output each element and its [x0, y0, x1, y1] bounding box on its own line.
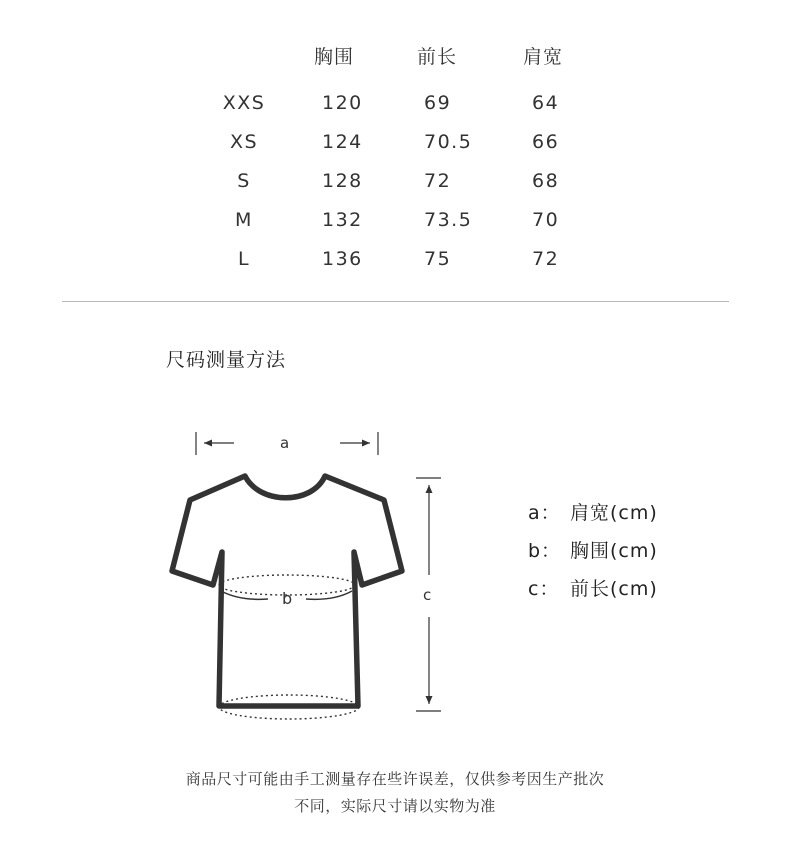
- size-cell: XS: [229, 131, 259, 153]
- front-length-cell: 75: [424, 248, 452, 270]
- shoulder-cell: 68: [532, 170, 560, 192]
- size-cell: XXS: [222, 92, 266, 114]
- legend-item: [528, 574, 658, 601]
- label-c: c: [423, 586, 432, 604]
- shoulder-cell: 72: [532, 248, 560, 270]
- legend-text: 肩宽(cm): [570, 502, 658, 524]
- legend-text: 胸围(cm): [570, 540, 658, 562]
- chest-cell: 128: [322, 170, 363, 192]
- legend-text: 前长(cm): [570, 578, 658, 600]
- legend-key: a：: [528, 502, 561, 524]
- header-shoulder: 肩宽: [523, 46, 564, 68]
- size-cell: L: [237, 248, 251, 270]
- header-front-length: 前长: [417, 46, 458, 68]
- shoulder-cell: 66: [532, 131, 560, 153]
- shoulder-cell: 70: [532, 209, 560, 231]
- front-length-cell: 73.5: [424, 209, 473, 231]
- front-length-cell: 72: [424, 170, 452, 192]
- header-chest: 胸围: [314, 46, 355, 68]
- shoulder-cell: 64: [532, 92, 560, 114]
- legend-key: c：: [528, 578, 560, 600]
- chest-cell: 120: [322, 92, 363, 114]
- label-b: b: [282, 589, 293, 608]
- size-cell: M: [235, 209, 253, 231]
- legend-item: [528, 498, 658, 525]
- chest-cell: 136: [322, 248, 363, 270]
- chest-cell: 124: [322, 131, 363, 153]
- front-length-cell: 70.5: [424, 131, 473, 153]
- disclaimer-line-1: 商品尺寸可能由手工测量存在些许误差，仅供参考因生产批次: [185, 770, 605, 788]
- disclaimer-line-2: 不同，实际尺寸请以实物为准: [294, 797, 496, 815]
- section-title: 尺码测量方法: [166, 349, 287, 371]
- label-a: a: [280, 434, 290, 452]
- front-length-cell: 69: [424, 92, 452, 114]
- chest-cell: 132: [322, 209, 363, 231]
- legend-item: [528, 536, 658, 563]
- legend-key: b：: [528, 540, 562, 562]
- size-cell: S: [237, 170, 251, 192]
